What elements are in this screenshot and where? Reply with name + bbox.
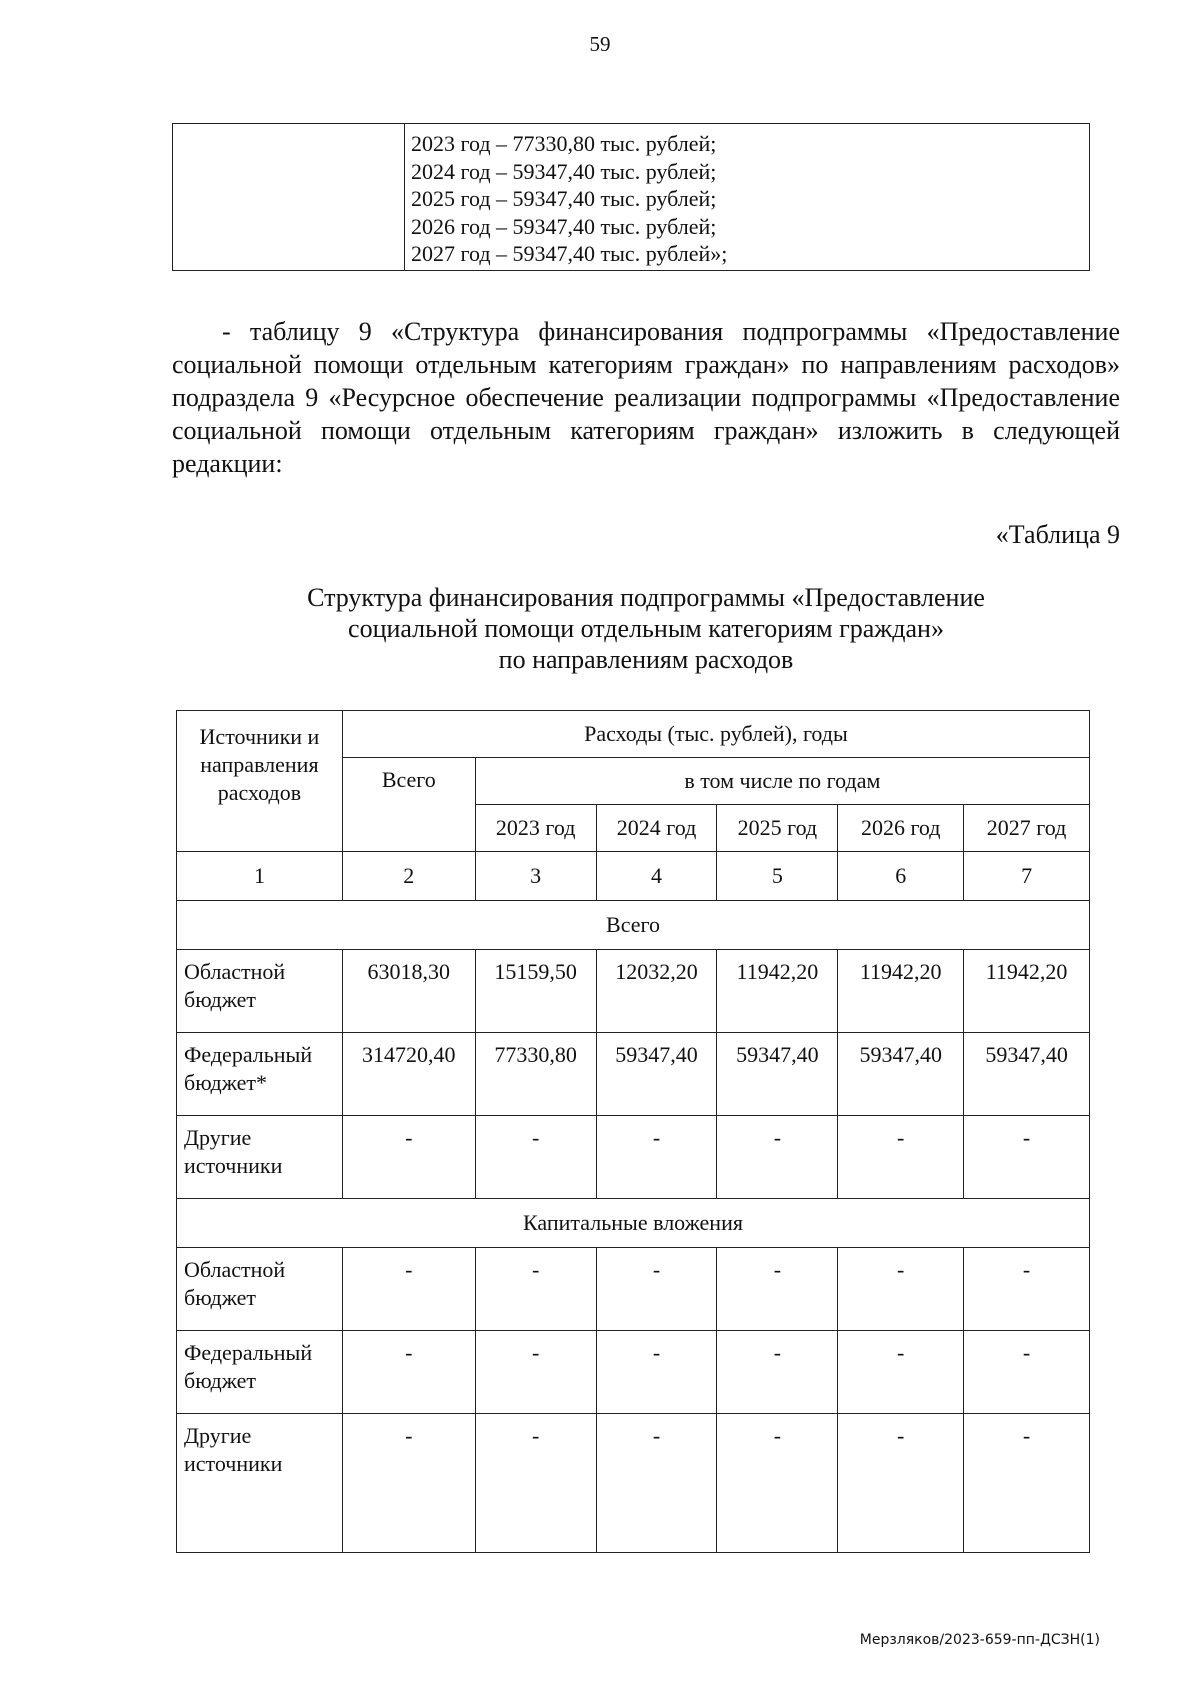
- header-year: 2025 год: [717, 805, 838, 852]
- header-total: Всего: [342, 758, 475, 852]
- row-value: -: [717, 1331, 838, 1414]
- funding-line: 2024 год – 59347,40 тыс. рублей;: [411, 158, 717, 184]
- section-title: Всего: [177, 901, 1090, 950]
- row-value: -: [475, 1414, 596, 1553]
- row-value: -: [717, 1116, 838, 1199]
- row-value: -: [342, 1248, 475, 1331]
- row-value: 314720,40: [342, 1033, 475, 1116]
- intro-text: - таблицу 9 «Структура финансирования подпрограммы «Предоставление социальной помощи отдельным категориям граждан» по направлениям расходов» подраздела 9 «Ресурсное обеспечение реализации подпрограммы «Предоставление социальной помощи отдельным категориям граждан» изложить в следующей редакции:: [172, 317, 1120, 478]
- row-value: -: [717, 1248, 838, 1331]
- empty-cell: [173, 124, 405, 271]
- row-value: -: [596, 1248, 717, 1331]
- column-number: 4: [596, 852, 717, 901]
- row-value: -: [596, 1116, 717, 1199]
- funding-lines-cell: [405, 124, 1090, 271]
- table-title: [172, 582, 1120, 675]
- header-expenses: Расходы (тыс. рублей), годы: [342, 711, 1089, 758]
- table-title-line: по направлениям расходов: [498, 645, 794, 674]
- document-reference: Мерзляков/2023-659-пп-ДСЗН(1): [859, 1632, 1100, 1648]
- row-value: -: [475, 1248, 596, 1331]
- section-title: Капитальные вложения: [177, 1199, 1090, 1248]
- row-value: -: [596, 1331, 717, 1414]
- row-value: -: [964, 1414, 1090, 1553]
- header-sources: Источники и направления расходов: [177, 711, 343, 852]
- row-label: Другие источники: [177, 1414, 343, 1553]
- row-value: -: [475, 1331, 596, 1414]
- row-value: 59347,40: [717, 1033, 838, 1116]
- row-label: Областной бюджет: [177, 950, 343, 1033]
- row-label: Федеральный бюджет*: [177, 1033, 343, 1116]
- funding-line: 2023 год – 77330,80 тыс. рублей;: [411, 131, 717, 156]
- table-title-line: Структура финансирования подпрограммы «Предоставление: [307, 583, 985, 612]
- table-title-line: социальной помощи отдельным категориям граждан»: [348, 614, 944, 643]
- header-year: 2023 год: [475, 805, 596, 852]
- row-value: -: [838, 1248, 964, 1331]
- funding-line: 2027 год – 59347,40 тыс. рублей»;: [411, 241, 728, 266]
- row-value: 11942,20: [717, 950, 838, 1033]
- row-value: -: [838, 1116, 964, 1199]
- funding-by-year-table: [172, 123, 1090, 271]
- funding-line: 2025 год – 59347,40 тыс. рублей;: [411, 186, 717, 211]
- table-label: «Таблица 9: [995, 520, 1120, 549]
- row-value: -: [717, 1414, 838, 1553]
- funding-line: 2026 год – 59347,40 тыс. рублей;: [411, 213, 717, 239]
- row-value: 59347,40: [964, 1033, 1090, 1116]
- page-number: 59: [589, 32, 611, 56]
- column-number: 6: [838, 852, 964, 901]
- row-value: -: [342, 1331, 475, 1414]
- row-value: -: [838, 1414, 964, 1553]
- row-value: 11942,20: [964, 950, 1090, 1033]
- row-value: 15159,50: [475, 950, 596, 1033]
- column-number: 7: [964, 852, 1090, 901]
- column-number: 3: [475, 852, 596, 901]
- row-value: -: [964, 1248, 1090, 1331]
- row-value: 59347,40: [838, 1033, 964, 1116]
- intro-paragraph: [172, 315, 1120, 480]
- row-value: -: [964, 1116, 1090, 1199]
- row-value: -: [838, 1331, 964, 1414]
- financing-structure-table: [176, 710, 1090, 1553]
- row-value: 59347,40: [596, 1033, 717, 1116]
- row-value: 63018,30: [342, 950, 475, 1033]
- header-year: 2024 год: [596, 805, 717, 852]
- column-number: 1: [177, 852, 343, 901]
- row-value: 77330,80: [475, 1033, 596, 1116]
- header-by-years: в том числе по годам: [475, 758, 1089, 805]
- row-value: -: [964, 1331, 1090, 1414]
- column-number: 5: [717, 852, 838, 901]
- row-label: Другие источники: [177, 1116, 343, 1199]
- row-value: -: [596, 1414, 717, 1553]
- row-label: Федеральный бюджет: [177, 1331, 343, 1414]
- row-value: -: [342, 1116, 475, 1199]
- row-value: -: [475, 1116, 596, 1199]
- column-number: 2: [342, 852, 475, 901]
- row-label: Областной бюджет: [177, 1248, 343, 1331]
- header-year: 2027 год: [964, 805, 1090, 852]
- row-value: 11942,20: [838, 950, 964, 1033]
- row-value: -: [342, 1414, 475, 1553]
- row-value: 12032,20: [596, 950, 717, 1033]
- header-year: 2026 год: [838, 805, 964, 852]
